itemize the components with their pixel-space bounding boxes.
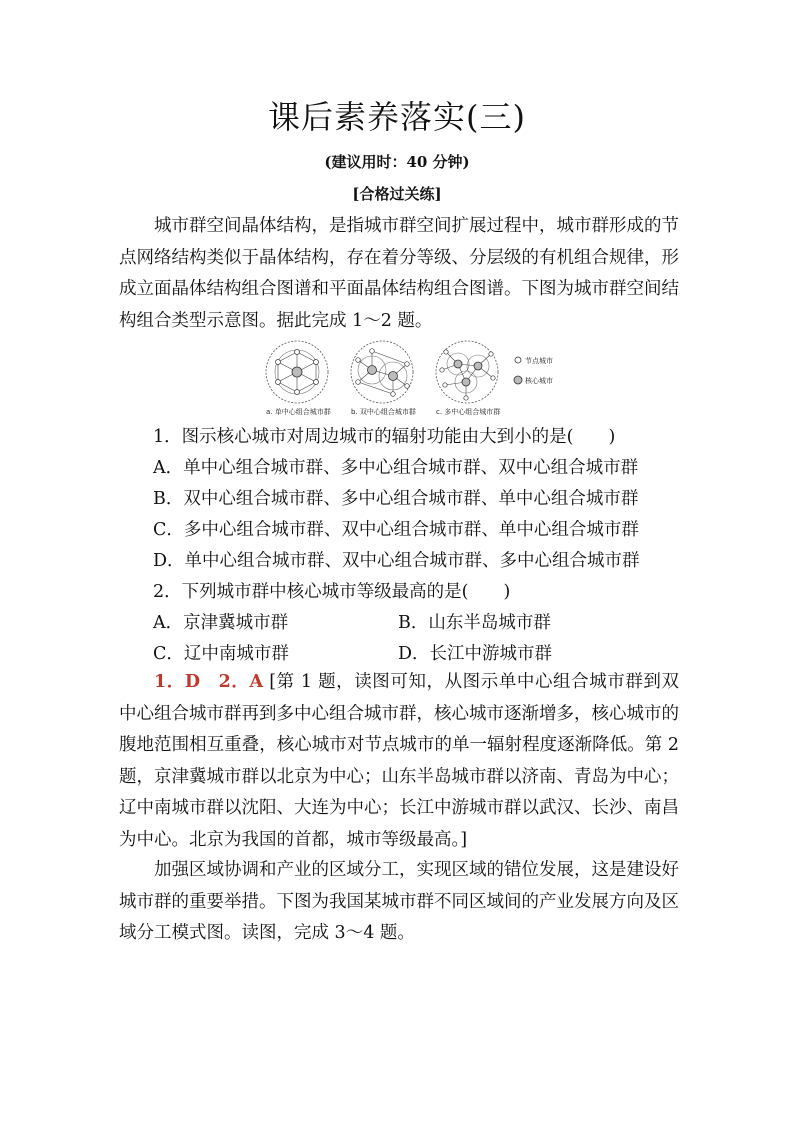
q2-option-b: B．山东半岛城市群: [398, 613, 551, 633]
diagram-double-center: [351, 341, 413, 403]
diagram-single-center: [266, 341, 328, 403]
q1-option-a: A．单中心组合城市群、多中心组合城市群、双中心组合城市群: [153, 458, 639, 478]
q2-stem: 2．下列城市群中核心城市等级最高的是( ): [153, 582, 511, 602]
q2-option-a: A．京津冀城市群: [153, 613, 289, 633]
intro-paragraph-1: 城市群空间晶体结构，是指城市群空间扩展过程中，城市群形成的节点网络结构类似于晶体结构，存在着分等级、分层级的有机组合规律，形成立面晶体结构组合图谱和平面晶体结构组合图谱。下图为城市群空间结构组合类型示意图。据此完成 1～2 题。: [119, 216, 679, 331]
q1-option-c: C．多中心组合城市群、双中心组合城市群、单中心组合城市群: [153, 520, 639, 540]
answer-paragraph: [119, 667, 679, 856]
caption-a: a. 单中心组合城市群: [266, 408, 331, 416]
caption-b: b. 双中心组合城市群: [351, 408, 416, 416]
node-city-icon: [515, 357, 521, 363]
intro-paragraph-2: 加强区域协调和产业的区域分工，实现区域的错位发展，这是建设好城市群的重要举措。下图为我国某城市群不同区域间的产业发展方向及区域分工模式图。读图，完成 3～4 题。: [119, 860, 679, 943]
q2-option-c: C．辽中南城市群: [153, 644, 289, 664]
legend-node-city: 节点城市: [525, 357, 553, 365]
q1-option-d: D．单中心组合城市群、双中心组合城市群、多中心组合城市群: [153, 551, 640, 571]
q2-option-d: D．长江中游城市群: [398, 644, 553, 664]
page-title: 课后素养落实(三): [268, 98, 526, 136]
q1-stem: 1．图示核心城市对周边城市的辐射功能由大到小的是( ): [153, 427, 616, 447]
answer-explanation: [第 1 题，读图可知，从图示单中心组合城市群到双中心组合城市群再到多中心组合城市群，核心城市逐渐增多，核心城市的腹地范围相互重叠，核心城市对节点城市的单一辐射程度逐渐降低。第 2 题，京津冀城市群以北京为中心；山东半岛城市群以济南、青岛为中心；辽中南城市群以沈阳、大连为中心；长江中游城市群以武汉、长沙、南昌为中心。北京为我国的首都，城市等级最高。]: [119, 672, 679, 850]
caption-c: c. 多中心组合城市群: [436, 408, 501, 416]
diagram-multi-center: [436, 341, 498, 403]
q1-option-b: B．双中心组合城市群、多中心组合城市群、单中心组合城市群: [153, 489, 639, 509]
section-level: [合格过关练]: [352, 185, 442, 203]
answer-key: 1．D 2．A: [154, 672, 264, 692]
legend-core-city: 核心城市: [525, 377, 553, 385]
core-city-icon: [514, 376, 522, 384]
city-cluster-figure: [262, 340, 562, 418]
suggested-time: (建议用时：40 分钟): [324, 153, 470, 171]
figure-legend: [514, 356, 553, 385]
